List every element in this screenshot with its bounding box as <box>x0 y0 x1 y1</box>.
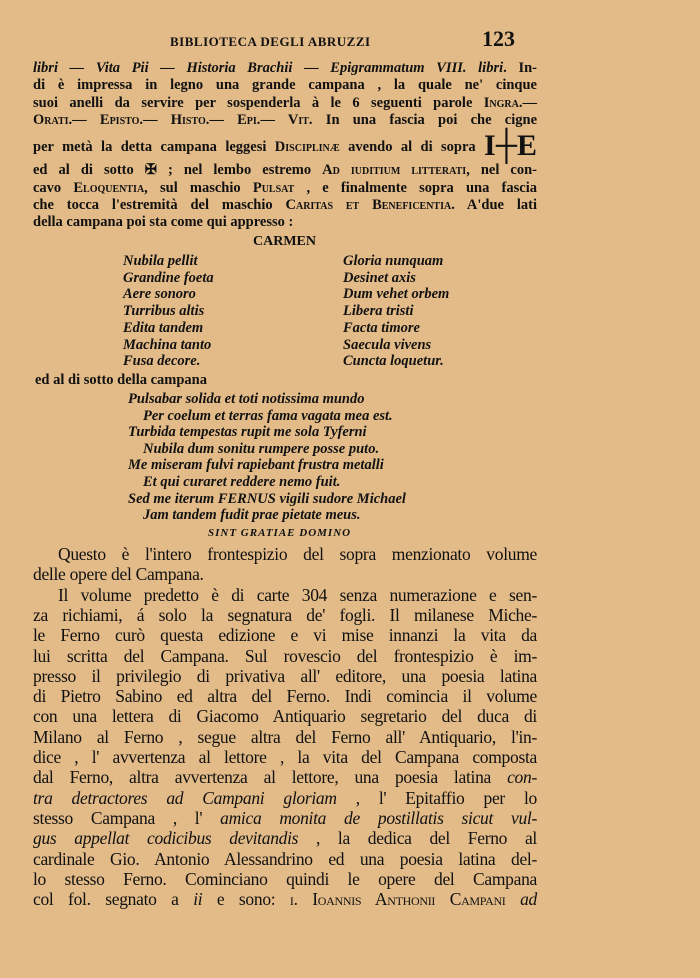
text-span: suoi anelli da servire per sospenderla à le 6 seguenti parole <box>33 95 484 111</box>
text-span: , nel con- <box>466 162 537 178</box>
verse-right: Cuncta loquetur. <box>343 353 444 370</box>
text-span: Milano al Ferno , segue altra del Ferno all' Antiquario, l'in- <box>33 726 537 747</box>
text-span: stesso Campana , l' <box>33 807 221 828</box>
text-span: di Pietro Sabino ed altra del Ferno. Indi comincia il volume <box>33 686 537 707</box>
text-span: Orati.— Episto.— Histo.— Epi.— Vit. <box>33 112 313 128</box>
text-span: con una lettera di Giacomo Antiquario segretario del duca di <box>33 706 537 727</box>
text-line <box>58 585 537 606</box>
text-line <box>33 180 537 197</box>
page-number: 123 <box>482 26 515 51</box>
text-line <box>33 129 537 162</box>
distich-line: Sed me iterum FERNUS vigili sudore Michael <box>128 490 406 507</box>
text-span: e sono: <box>202 889 290 910</box>
text-line <box>33 828 537 849</box>
text-span: , l' Epitaffio per lo <box>336 787 537 808</box>
distich-line: Et qui curaret reddere nemo fuit. <box>143 474 341 490</box>
text-line <box>33 889 537 910</box>
text-span: della campana poi sta come qui appresso : <box>33 214 294 230</box>
text-span: per metà la detta campana leggesi <box>33 139 275 155</box>
closing-line: SINT GRATIAE DOMINO <box>208 527 352 539</box>
text-span: , la dedica del Ferno al <box>298 828 537 849</box>
text-span: col fol. segnato a <box>33 889 194 910</box>
text-line <box>33 686 537 707</box>
below-label: ed al di sotto della campana <box>35 372 207 388</box>
text-line <box>33 77 537 94</box>
running-header: BIBLIOTECA DEGLI ABRUZZI <box>170 34 371 49</box>
verse-left: Grandine foeta <box>123 269 214 286</box>
text-span: Pulsat <box>252 180 295 196</box>
text-line <box>33 666 537 687</box>
text-span: ed al di sotto ✠ ; nel lembo estremo <box>33 162 323 178</box>
text-span: . A'due lati <box>451 197 537 213</box>
text-span: Eloquentia <box>73 180 145 196</box>
verse-right: Libera tristi <box>343 303 414 320</box>
text-span: dice , l' avvertenza al lettore , la vita del Campana composta <box>33 747 537 767</box>
text-line <box>33 197 537 214</box>
text-span: di è impressa in legno una grande campana , la quale ne' cinque <box>33 77 537 93</box>
text-span: libri — Vita Pii — Historia Brachii — Epigrammatum VIII. libri <box>33 60 504 76</box>
text-line <box>33 95 537 112</box>
text-span: Il volume predetto è di carte 304 senza numerazione e sen- <box>58 584 537 605</box>
text-line <box>33 646 537 667</box>
verse-left: Edita tandem <box>123 319 204 336</box>
text-span: ad <box>505 889 537 910</box>
text-line <box>33 625 537 646</box>
text-line <box>33 727 537 748</box>
text-line <box>33 60 537 77</box>
text-line <box>33 214 537 231</box>
text-span: Caritas et Beneficentia <box>285 197 452 213</box>
verse-right: Facta timore <box>343 319 420 336</box>
verse-right: Desinet axis <box>343 269 416 286</box>
text-span: presso il privilegio di privativa all' editore, una poesia latina <box>33 665 537 686</box>
text-span: , e finalmente sopra una fascia <box>294 180 537 196</box>
text-span: avendo al di sopra <box>339 139 485 155</box>
text-span: tra detractores ad Campani gloriam <box>33 787 337 808</box>
text-line <box>58 544 537 565</box>
text-span: Disciplinæ <box>274 139 340 155</box>
text-span: za richiami, á solo la segnatura de' fogli. Il milanese Miche- <box>33 604 537 625</box>
distich-line: Nubila dum sonitu rumpere posse puto. <box>143 440 380 457</box>
verse-right: Gloria nunquam <box>343 253 444 269</box>
verse-left: Machina tanto <box>123 336 212 353</box>
text-span: che tocca l'estremità del maschio <box>33 197 286 213</box>
text-line <box>33 564 537 585</box>
distich-line: Me miseram fulvi rapiebant frustra metalli <box>128 457 384 474</box>
text-span: cardinale Gio. Antonio Alessandrino ed una poesia latina del- <box>33 848 537 869</box>
text-span: lui scritta del Campana. Sul rovescio del frontespizio è im- <box>33 645 537 666</box>
text-line <box>33 706 537 727</box>
text-span: I┼E <box>484 129 537 162</box>
text-span: Ingra.— <box>483 95 537 111</box>
text-span: dal Ferno, altra avvertenza al lettore, una poesia latina <box>33 767 508 788</box>
text-span: Ad iuditium litterati <box>322 162 467 178</box>
text-span: le Ferno curò questa edizione e vi mise innanzi la vita da <box>33 625 537 646</box>
text-line <box>33 605 537 626</box>
distich-line: Pulsabar solida et toti notissima mundo <box>128 391 365 407</box>
text-line <box>33 788 537 809</box>
text-line <box>33 808 537 829</box>
text-span: . In- <box>503 60 537 76</box>
text-span: gus appellat codicibus devitandis <box>33 828 299 849</box>
distich-line: Turbida tempestas rupit me sola Tyferni <box>128 424 367 441</box>
text-span: i. Ioannis Anthonii Campani <box>289 889 506 910</box>
distich-line: Per coelum et terras fama vagata mea est. <box>143 407 393 424</box>
verse-left: Fusa decore. <box>123 353 201 370</box>
verse-left: Nubila pellit <box>123 253 198 269</box>
verse-right: Saecula vivens <box>343 336 432 353</box>
text-line <box>33 849 537 870</box>
text-line <box>33 162 537 179</box>
text-span: Questo è l'intero frontespizio del sopra menzionato volume <box>58 544 537 564</box>
text-span: delle opere del Campana. <box>33 564 204 585</box>
text-span: ii <box>193 889 203 910</box>
verse-left: Turribus altis <box>123 303 205 320</box>
distich-line: Jam tandem fudit prae pietate meus. <box>143 507 361 524</box>
carmen-title: CARMEN <box>253 234 316 249</box>
text-line <box>33 869 537 890</box>
text-span: con- <box>507 767 537 788</box>
verse-right: Dum vehet orbem <box>343 286 450 303</box>
text-span: cavo <box>33 180 74 196</box>
text-line <box>33 767 537 788</box>
text-span: , sul maschio <box>144 180 253 196</box>
text-span: amica monita de postillatis sicut vul- <box>220 807 537 828</box>
text-span: lo stesso Ferno. Cominciano quindi le opere del Campana <box>33 868 537 889</box>
text-line <box>33 747 537 768</box>
text-span: In una fascia poi che cigne <box>312 112 538 128</box>
text-line <box>33 112 537 129</box>
verse-left: Aere sonoro <box>123 286 196 303</box>
